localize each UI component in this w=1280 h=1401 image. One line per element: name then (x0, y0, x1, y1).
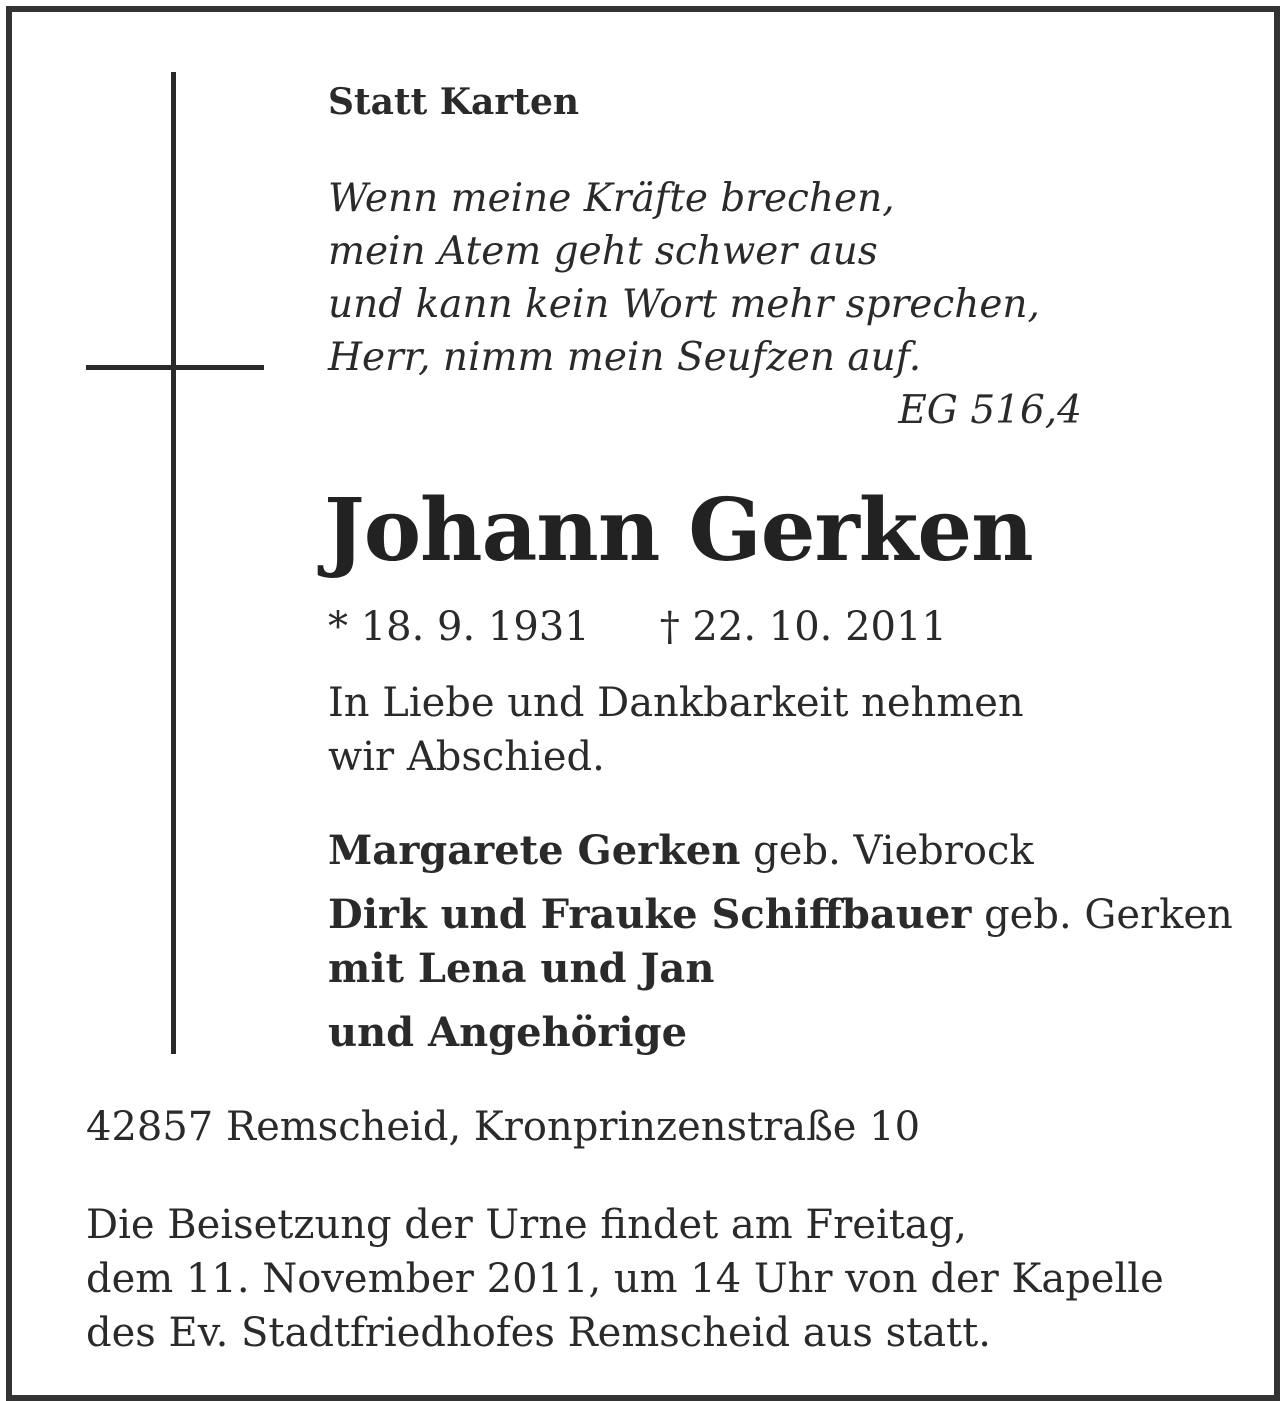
mourner-name: und Angehörige (328, 1009, 688, 1056)
farewell-text (328, 676, 1024, 784)
mourner-name: mit Lena und Jan (328, 945, 715, 992)
mourner-row (328, 942, 1233, 996)
farewell-line: wir Abschied. (328, 734, 605, 780)
life-dates (328, 600, 947, 654)
mourner-name: Dirk und Frauke Schiffbauer (328, 891, 972, 938)
ceremony-line: Die Beisetzung der Urne findet am Freitag, (86, 1202, 967, 1248)
notice-frame (6, 6, 1280, 1401)
verse-line: mein Atem geht schwer aus (328, 229, 878, 274)
ceremony-info (86, 1198, 1164, 1360)
verse-source: EG 516,4 (898, 388, 1082, 433)
farewell-line: In Liebe und Dankbarkeit nehmen (328, 680, 1024, 726)
mourner-row (328, 824, 1233, 878)
mourner-name: Margarete Gerken (328, 827, 741, 874)
birth-date: * 18. 9. 1931 (328, 604, 590, 650)
mourner-row (328, 1006, 1233, 1060)
verse-line: Herr, nimm mein Seufzen auf. (328, 335, 922, 380)
mourner-note: geb. Gerken (971, 892, 1233, 938)
address: 42857 Remscheid, Kronprinzenstraße 10 (86, 1104, 921, 1150)
death-date: † 22. 10. 2011 (659, 604, 947, 650)
deceased-name: Johann Gerken (324, 480, 1033, 581)
mourner-note: geb. Viebrock (740, 828, 1034, 874)
ceremony-line: des Ev. Stadtfriedhofes Remscheid aus statt. (86, 1310, 991, 1356)
mourner-row (328, 888, 1233, 942)
cross-horizontal-bar (86, 365, 264, 370)
verse (328, 172, 1040, 384)
cross-vertical-bar (171, 72, 176, 1054)
verse-line: und kann kein Wort mehr sprechen, (328, 282, 1040, 327)
ceremony-line: dem 11. November 2011, um 14 Uhr von der Kapelle (86, 1256, 1164, 1302)
notice-header: Statt Karten (328, 81, 580, 123)
mourners-list (328, 824, 1233, 1060)
verse-line: Wenn meine Kräfte brechen, (328, 176, 895, 221)
